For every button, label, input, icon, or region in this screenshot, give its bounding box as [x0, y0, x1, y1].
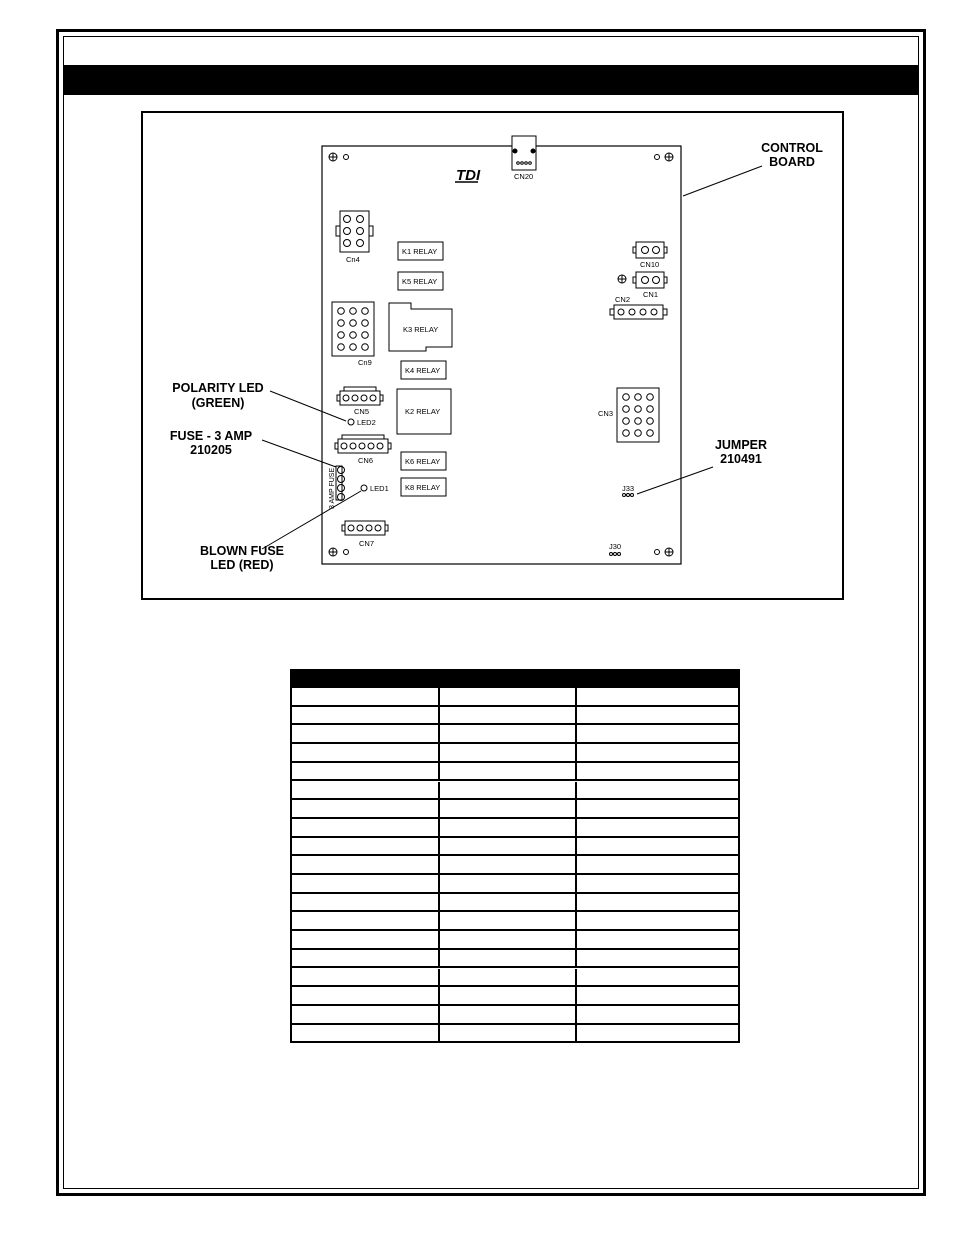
label-j33: J33 — [622, 484, 635, 493]
table-cell — [292, 856, 440, 873]
callout-jumper-line1: JUMPER — [714, 438, 768, 452]
table-row — [292, 763, 738, 782]
label-k6-relay: K6 RELAY — [405, 457, 441, 466]
table-cell — [440, 763, 577, 780]
table-cell — [292, 912, 440, 929]
label-cn9: Cn9 — [358, 358, 372, 367]
connector-cn1 — [633, 272, 667, 288]
callout-blown-fuse-line2: LED (RED) — [210, 558, 274, 572]
table-cell — [577, 688, 738, 705]
label-cn20: CN20 — [514, 172, 534, 181]
callout-blown-fuse-line1: BLOWN FUSE — [199, 544, 285, 558]
table-cell — [440, 707, 577, 724]
connector-cn4 — [336, 211, 373, 252]
label-k5-relay: K5 RELAY — [402, 277, 438, 286]
table-cell — [292, 987, 440, 1004]
label-j30: J30 — [609, 542, 622, 551]
table-row — [292, 969, 738, 988]
table-row — [292, 725, 738, 744]
table-cell — [577, 1006, 738, 1023]
table-cell — [292, 969, 440, 986]
label-cn3: CN3 — [598, 409, 614, 418]
label-cn6: CN6 — [358, 456, 374, 465]
table-cell — [577, 782, 738, 799]
table-cell — [292, 763, 440, 780]
table-cell — [440, 950, 577, 967]
table-cell — [577, 987, 738, 1004]
table-cell — [577, 1025, 738, 1044]
table-row — [292, 950, 738, 969]
table-cell — [440, 838, 577, 855]
table-cell — [440, 912, 577, 929]
parts-table — [290, 669, 740, 1043]
tdi-logo: TDI — [456, 167, 481, 184]
callout-polarity-led-line2: (GREEN) — [191, 396, 245, 410]
connector-cn7 — [342, 521, 388, 535]
callout-fuse-line1: FUSE - 3 AMP — [169, 429, 253, 443]
table-row — [292, 819, 738, 838]
table-row — [292, 856, 738, 875]
hole-near-cn1 — [618, 275, 626, 283]
table-row — [292, 894, 738, 913]
callout-control-board-line1: CONTROL — [761, 141, 823, 155]
table-cell — [440, 782, 577, 799]
table-cell — [292, 819, 440, 836]
table-row — [292, 1006, 738, 1025]
table-cell — [577, 969, 738, 986]
label-cn1: CN1 — [643, 290, 659, 299]
table-cell — [577, 912, 738, 929]
table-row — [292, 912, 738, 931]
table-cell — [292, 1025, 440, 1044]
connector-cn20 — [512, 136, 536, 170]
label-cn5: CN5 — [354, 407, 370, 416]
label-led2: LED2 — [357, 418, 376, 427]
table-cell — [292, 800, 440, 817]
table-cell — [440, 744, 577, 761]
table-cell — [577, 800, 738, 817]
table-cell — [440, 856, 577, 873]
table-cell — [292, 688, 440, 705]
label-cn2: CN2 — [615, 295, 631, 304]
table-cell — [440, 725, 577, 742]
table-row — [292, 688, 738, 707]
control-board-outline — [322, 146, 681, 564]
connector-cn10 — [633, 242, 667, 258]
connector-cn2 — [610, 305, 667, 319]
table-cell — [577, 931, 738, 948]
label-k3-relay: K3 RELAY — [403, 325, 439, 334]
label-cn10: CN10 — [640, 260, 660, 269]
table-cell — [292, 838, 440, 855]
table-cell — [440, 969, 577, 986]
leader-control-board — [683, 166, 762, 196]
table-row — [292, 782, 738, 801]
table-row — [292, 987, 738, 1006]
callout-polarity-led-line1: POLARITY LED — [172, 381, 264, 395]
table-cell — [440, 1025, 577, 1044]
table-cell — [440, 875, 577, 892]
table-cell — [440, 1006, 577, 1023]
table-cell — [440, 894, 577, 911]
table-cell — [292, 782, 440, 799]
table-cell — [292, 725, 440, 742]
table-cell — [577, 819, 738, 836]
table-row — [292, 838, 738, 857]
table-cell — [292, 931, 440, 948]
table-cell — [577, 875, 738, 892]
table-cell — [577, 950, 738, 967]
connector-cn3 — [617, 388, 659, 442]
table-cell — [440, 819, 577, 836]
table-cell — [292, 950, 440, 967]
table-cell — [440, 800, 577, 817]
table-row — [292, 800, 738, 819]
label-k1-relay: K1 RELAY — [402, 247, 438, 256]
label-k4-relay: K4 RELAY — [405, 366, 441, 375]
label-3-amp-fuse: 3 AMP FUSE — [329, 467, 336, 509]
label-k2-relay: K2 RELAY — [405, 407, 441, 416]
table-row — [292, 744, 738, 763]
label-cn4: Cn4 — [346, 255, 360, 264]
table-cell — [577, 725, 738, 742]
table-cell — [577, 838, 738, 855]
table-cell — [577, 894, 738, 911]
table-row — [292, 1025, 738, 1044]
label-cn7: CN7 — [359, 539, 375, 548]
table-cell — [577, 763, 738, 780]
callout-control-board-line2: BOARD — [769, 155, 815, 169]
table-cell — [577, 707, 738, 724]
label-k8-relay: K8 RELAY — [405, 483, 441, 492]
callout-jumper-line2: 210491 — [720, 452, 762, 466]
table-row — [292, 931, 738, 950]
table-row — [292, 707, 738, 726]
table-cell — [577, 744, 738, 761]
table-cell — [577, 856, 738, 873]
table-header-bar — [292, 671, 738, 688]
callout-fuse-line2: 210205 — [190, 443, 232, 457]
table-cell — [440, 688, 577, 705]
table-cell — [292, 1006, 440, 1023]
table-cell — [292, 744, 440, 761]
label-led1: LED1 — [370, 484, 389, 493]
table-cell — [440, 987, 577, 1004]
table-row — [292, 875, 738, 894]
table-cell — [292, 875, 440, 892]
connector-cn9 — [332, 302, 374, 356]
table-cell — [440, 931, 577, 948]
table-cell — [292, 707, 440, 724]
table-cell — [292, 894, 440, 911]
